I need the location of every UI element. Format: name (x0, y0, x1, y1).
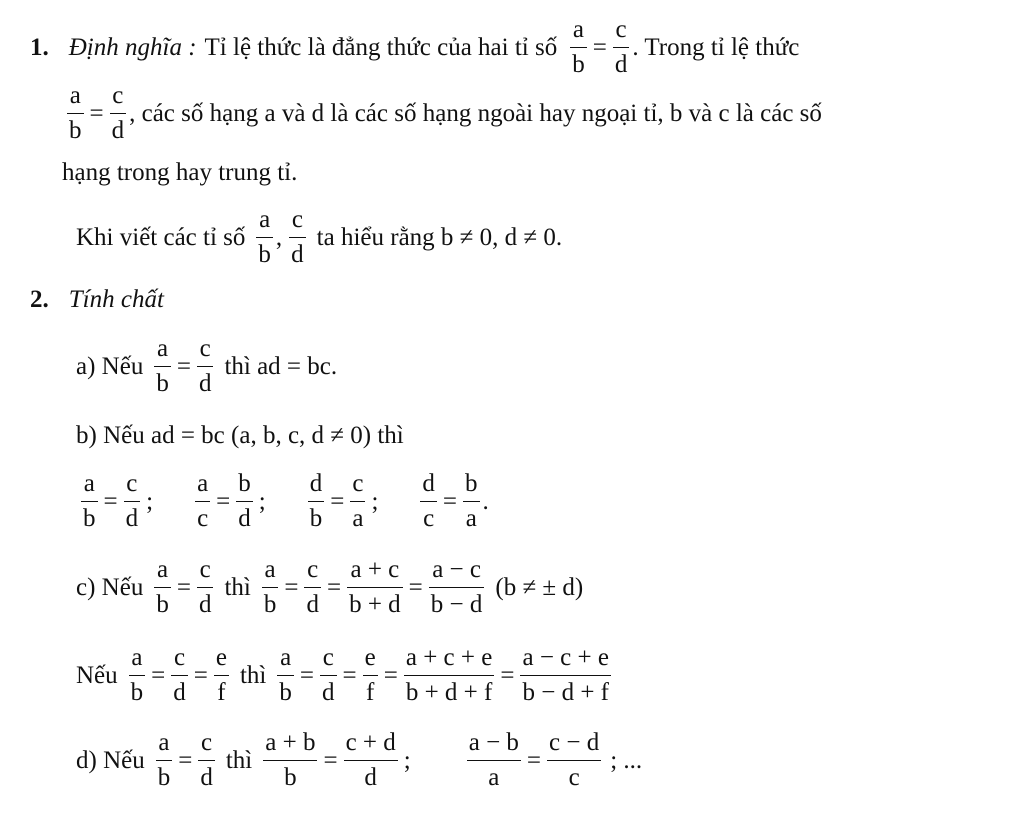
fraction-a-plus-b-over-b: $\frac{a + b}{b}$ (265, 729, 316, 791)
fraction-a-b: $\frac{a}{b}$ (69, 82, 82, 144)
section-2-number: 2. (30, 285, 49, 313)
property-b: b) Nếu ad = bc (a, b, c, d ≠ 0) thì (76, 421, 404, 449)
property-c-extension: Nếu $\frac{a}{b}$ = $\frac{c}{d}$ = $\frac{e}{f}$ thì $\frac{a}{b}$ = $\frac{c}{d}$ = $\frac{e}{f}$ = $\frac{a + c + e}{b + d + f}$ = $\frac{a - c + e}{b - d + f}$ (76, 644, 609, 706)
fraction-b-a: $\frac{b}{a}$ (465, 470, 478, 532)
note-text: ta hiểu rằng b ≠ 0, d ≠ 0. (316, 224, 563, 251)
fraction-a-b: $\frac{a}{b}$ (279, 644, 292, 706)
property-a: a) Nếu $\frac{a}{b}$ = $\frac{c}{d}$ thì ad = bc. (76, 335, 338, 397)
fraction-mixed-three: $\frac{a - c + e}{b - d + f}$ (522, 644, 609, 706)
fraction-a-c: $\frac{a}{c}$ (197, 470, 209, 532)
fraction-c-a: $\frac{c}{a}$ (352, 470, 364, 532)
fraction-a-b: $\frac{a}{b}$ (572, 16, 585, 78)
property-c: c) Nếu $\frac{a}{b}$ = $\frac{c}{d}$ thì $\frac{a}{b}$ = $\frac{c}{d}$ = $\frac{a + c}{b + d}$ = $\frac{a - c}{b - d}$ (b ≠ ± d) (76, 556, 584, 618)
note-text: Khi viết các tỉ số (76, 224, 246, 251)
fraction-a-b: $\frac{a}{b}$ (156, 335, 169, 397)
definition-line-3 (62, 157, 297, 187)
definition-line-1: 1. Định nghĩa : Tỉ lệ thức là đẳng thức của hai tỉ số $\frac{a}{b}$ = $\frac{c}{d}$ . Trong tỉ lệ thức (30, 16, 800, 78)
section-1-title: Định nghĩa : (68, 34, 197, 61)
fraction-c-d: $\frac{c}{d}$ (111, 82, 125, 144)
fraction-a-b: $\frac{a}{b}$ (263, 556, 277, 618)
fraction-c-d: $\frac{c}{d}$ (200, 729, 213, 791)
fraction-a-b: $\frac{a}{b}$ (130, 644, 144, 706)
definition-note: Khi viết các tỉ số $\frac{a}{b}$ , $\frac{c}{d}$ ta hiểu rằng b ≠ 0, d ≠ 0. (76, 206, 563, 268)
fraction-c-d: $\frac{c}{d}$ (198, 556, 212, 618)
fraction-c-plus-d-over-d: $\frac{c + d}{d}$ (345, 729, 396, 791)
fraction-a-minus-b-over-a: $\frac{a - b}{a}$ (468, 729, 519, 791)
property-b-fractions: $\frac{a}{b}$ = $\frac{c}{d}$ ; $\frac{a}{c}$ = $\frac{b}{d}$ ; $\frac{d}{b}$ = $\frac{c}{a}$ ; $\frac{d}{c}$ = $\frac{b}{a}$ . (83, 470, 489, 532)
fraction-a-b: $\frac{a}{b}$ (83, 470, 96, 532)
section-2-heading (30, 284, 164, 314)
fraction-c-d: $\frac{c}{d}$ (198, 335, 212, 397)
fraction-e-f: $\frac{e}{f}$ (215, 644, 227, 706)
fraction-c-d: $\frac{c}{d}$ (125, 470, 139, 532)
section-1-number: 1. (30, 34, 49, 61)
definition-text: . Trong tỉ lệ thức (632, 34, 800, 61)
property-d: d) Nếu $\frac{a}{b}$ = $\frac{c}{d}$ thì $\frac{a + b}{b}$ = $\frac{c + d}{d}$ ; $\frac{a - b}{a}$ = $\frac{c - d}{c}$ ; ... (76, 729, 643, 791)
fraction-d-b: $\frac{d}{b}$ (309, 470, 323, 532)
fraction-b-d: $\frac{b}{d}$ (238, 470, 251, 532)
fraction-c-d: $\frac{c}{d}$ (614, 16, 628, 78)
definition-text: , các số hạng a và d là các số hạng ngoài hay ngoại tỉ, b và c là các số (129, 100, 822, 127)
fraction-a-b: $\frac{a}{b}$ (157, 729, 171, 791)
definition-text: Tỉ lệ thức là đẳng thức của hai tỉ số (204, 34, 558, 61)
fraction-sum-three: $\frac{a + c + e}{b + d + f}$ (405, 644, 493, 706)
fraction-a-b: $\frac{a}{b}$ (156, 556, 169, 618)
section-2-title: Tính chất (68, 285, 164, 313)
definition-line-2: $\frac{a}{b}$ = $\frac{c}{d}$ , các số hạng a và d là các số hạng ngoài hay ngoại tỉ, b và c là các số (69, 82, 822, 144)
fraction-a-b: $\frac{a}{b}$ (258, 206, 271, 268)
fraction-d-c: $\frac{d}{c}$ (422, 470, 435, 532)
fraction-diff: $\frac{a - c}{b - d}$ (430, 556, 483, 618)
fraction-c-d: $\frac{c}{d}$ (306, 556, 319, 618)
fraction-e-f: $\frac{e}{f}$ (364, 644, 376, 706)
fraction-c-d: $\frac{c}{d}$ (322, 644, 335, 706)
fraction-sum: $\frac{a + c}{b + d}$ (349, 556, 401, 618)
fraction-c-minus-d-over-c: $\frac{c - d}{c}$ (549, 729, 600, 791)
fraction-c-d: $\frac{c}{d}$ (173, 644, 186, 706)
fraction-c-d: $\frac{c}{d}$ (291, 206, 304, 268)
definition-text: hạng trong hay trung tỉ. (62, 158, 298, 186)
